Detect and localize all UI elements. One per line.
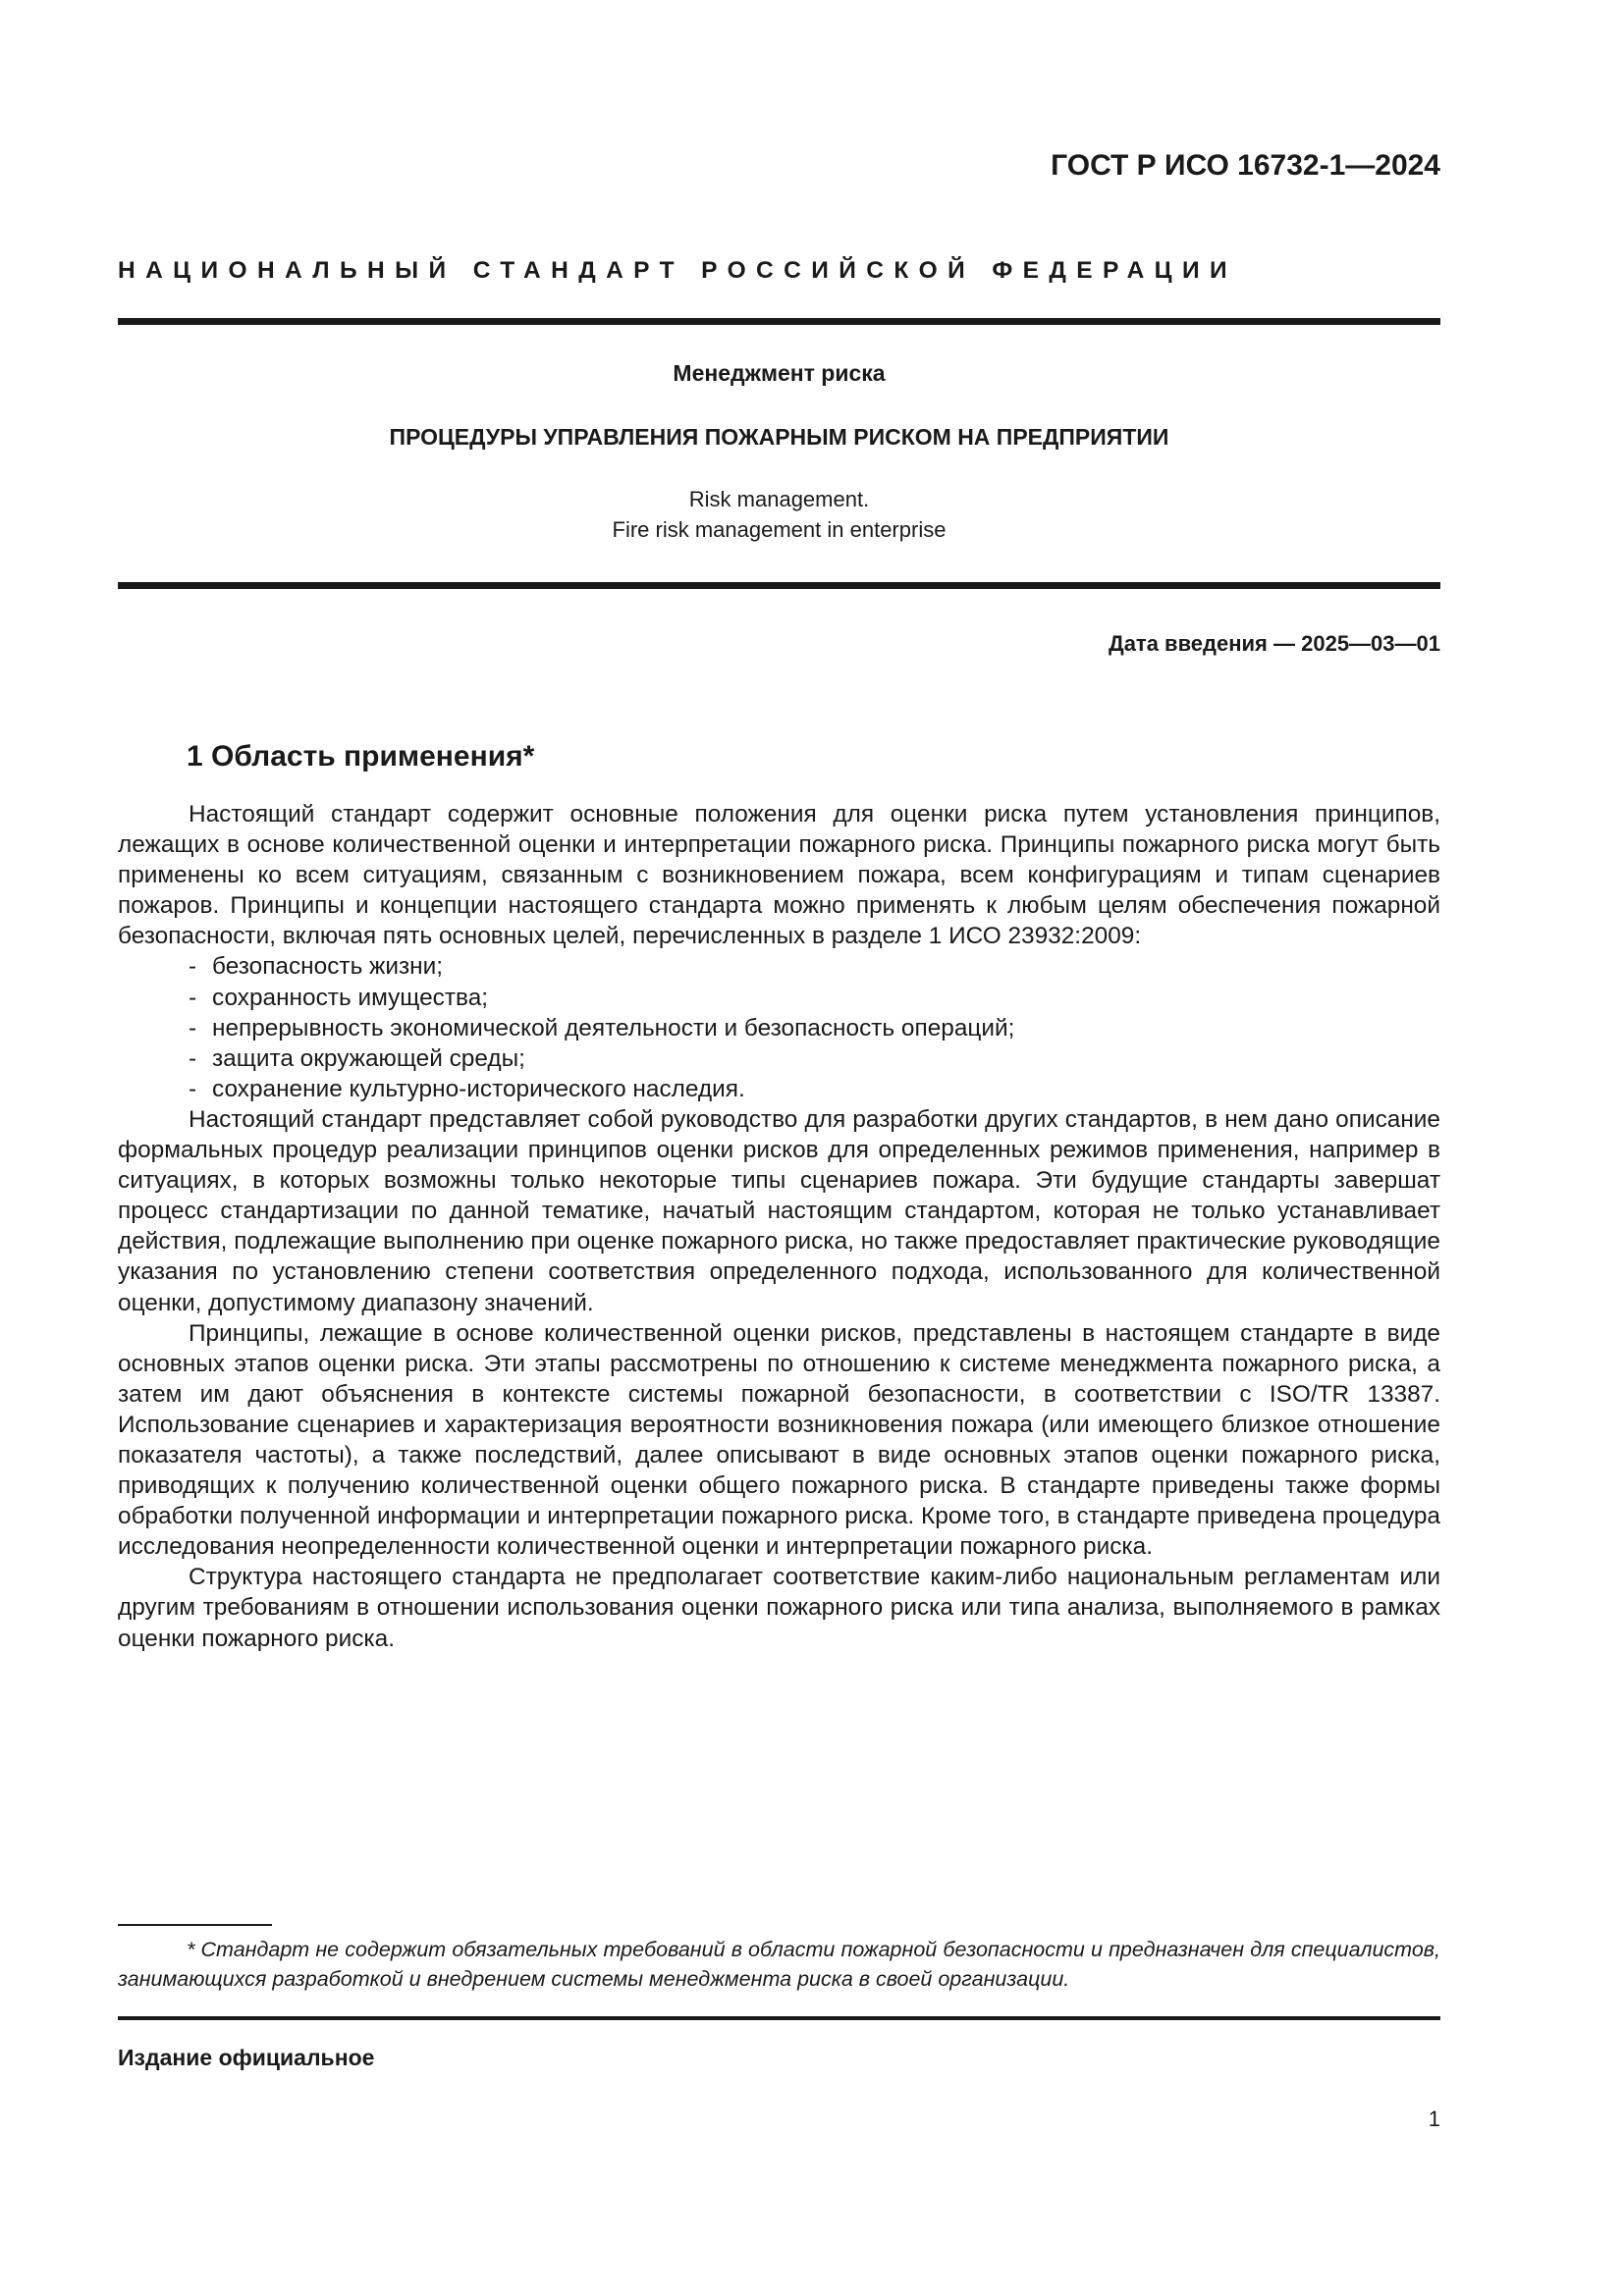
list-marker: -: [189, 1075, 197, 1102]
list-item: - безопасность жизни;: [189, 951, 1440, 982]
list-item: - сохранение культурно-исторического наследия.: [189, 1074, 1440, 1104]
introduction-date: Дата введения — 2025—03—01: [1109, 631, 1440, 656]
goals-list: [118, 951, 1440, 1103]
paragraph: Принципы, лежащие в основе количественной оценки рисков, представлены в настоящем стандарте в виде основных этапов оценки риска. Эти этапы рассмотрены по отношению к системе менеджмента пожарного риска, а затем им дают объяснения в контексте системы пожарной безопасности, в соответствии с ISO/TR 13387. Использование сценариев и характеризация вероятности возникновения пожара (или имеющего близкое отношение показателя частоты), а также последствий, далее описывают в виде основных этапов оценки пожарного риска, приводящих к получению количественной оценки общего пожарного риска. В стандарте приведены также формы обработки полученной информации и интерпретации пожарного риска. Кроме того, в стандарте приведена процедура исследования неопределенности количественной оценки и интерпретации пожарного риска.: [118, 1319, 1440, 1561]
list-item: - непрерывность экономической деятельности и безопасность операций;: [189, 1013, 1440, 1043]
header-rule: [118, 318, 1440, 325]
english-title-line1: Risk management.: [688, 487, 870, 511]
footnote: * Стандарт не содержит обязательных требований в области пожарной безопасности и предназначен для специалистов, занимающихся разработкой и внедрением системы менеджмента риска в своей организации.: [118, 1938, 1440, 1991]
page-number: 1: [1428, 2107, 1440, 2131]
list-item: - защита окружающей среды;: [189, 1043, 1440, 1074]
main-title: ПРОЦЕДУРЫ УПРАВЛЕНИЯ ПОЖАРНЫМ РИСКОМ НА ПРЕДПРИЯТИИ: [389, 424, 1169, 450]
english-title: [118, 484, 1440, 545]
list-marker: -: [189, 953, 197, 981]
footnote-separator: [118, 1924, 272, 1926]
footer-rule: [118, 2016, 1440, 2020]
paragraph: Настоящий стандарт содержит основные положения для оценки риска путем установления принципов, лежащих в основе количественной оценки и интерпретации пожарного риска. Принципы пожарного риска могут быть применены ко всем ситуациям, связанным с возникновением пожара, всем конфигурациям и типам сценариев пожаров. Принципы и концепции настоящего стандарта можно применять к любым целям обеспечения пожарной безопасности, включая пять основных целей, перечисленных в разделе 1 ИСО 23932:2009:: [118, 801, 1440, 950]
list-marker: -: [189, 1014, 197, 1041]
paragraph: Настоящий стандарт представляет собой руководство для разработки других стандартов, в нем дано описание формальных процедур реализации принципов оценки рисков для определенных режимов применения, например в ситуациях, в которых возможны только некоторые типы сценариев пожара. Эти будущие стандарты завершат процесс стандартизации по данной тематике, начатый настоящим стандартом, которая не только устанавливает действия, подлежащие выполнению при оценке пожарного риска, но также предоставляет практические руководящие указания по установлению степени соответствия определенного подхода, использованного для количественной оценки, допустимому диапазону значений.: [118, 1105, 1440, 1316]
section-body: [118, 799, 1440, 1654]
document-code: ГОСТ Р ИСО 16732-1—2024: [1051, 149, 1440, 182]
list-marker: -: [189, 1044, 197, 1072]
list-marker: -: [189, 984, 197, 1011]
subject-title: Менеджмент риска: [673, 360, 886, 386]
edition-label: Издание официальное: [118, 2045, 375, 2070]
english-title-line2: Fire risk management in enterprise: [612, 517, 947, 542]
list-item: - сохранность имущества;: [189, 983, 1440, 1013]
title-rule: [118, 582, 1440, 589]
paragraph: Структура настоящего стандарта не предполагает соответствие каким-либо национальным регламентам или другим требованиям в отношении использования оценки пожарного риска или типа анализа, выполняемого в рамках оценки пожарного риска.: [118, 1564, 1440, 1652]
section-heading: 1 Область применения*: [187, 740, 535, 773]
national-standard-banner: НАЦИОНАЛЬНЫЙ СТАНДАРТ РОССИЙСКОЙ ФЕДЕРАЦИИ: [118, 257, 1238, 284]
